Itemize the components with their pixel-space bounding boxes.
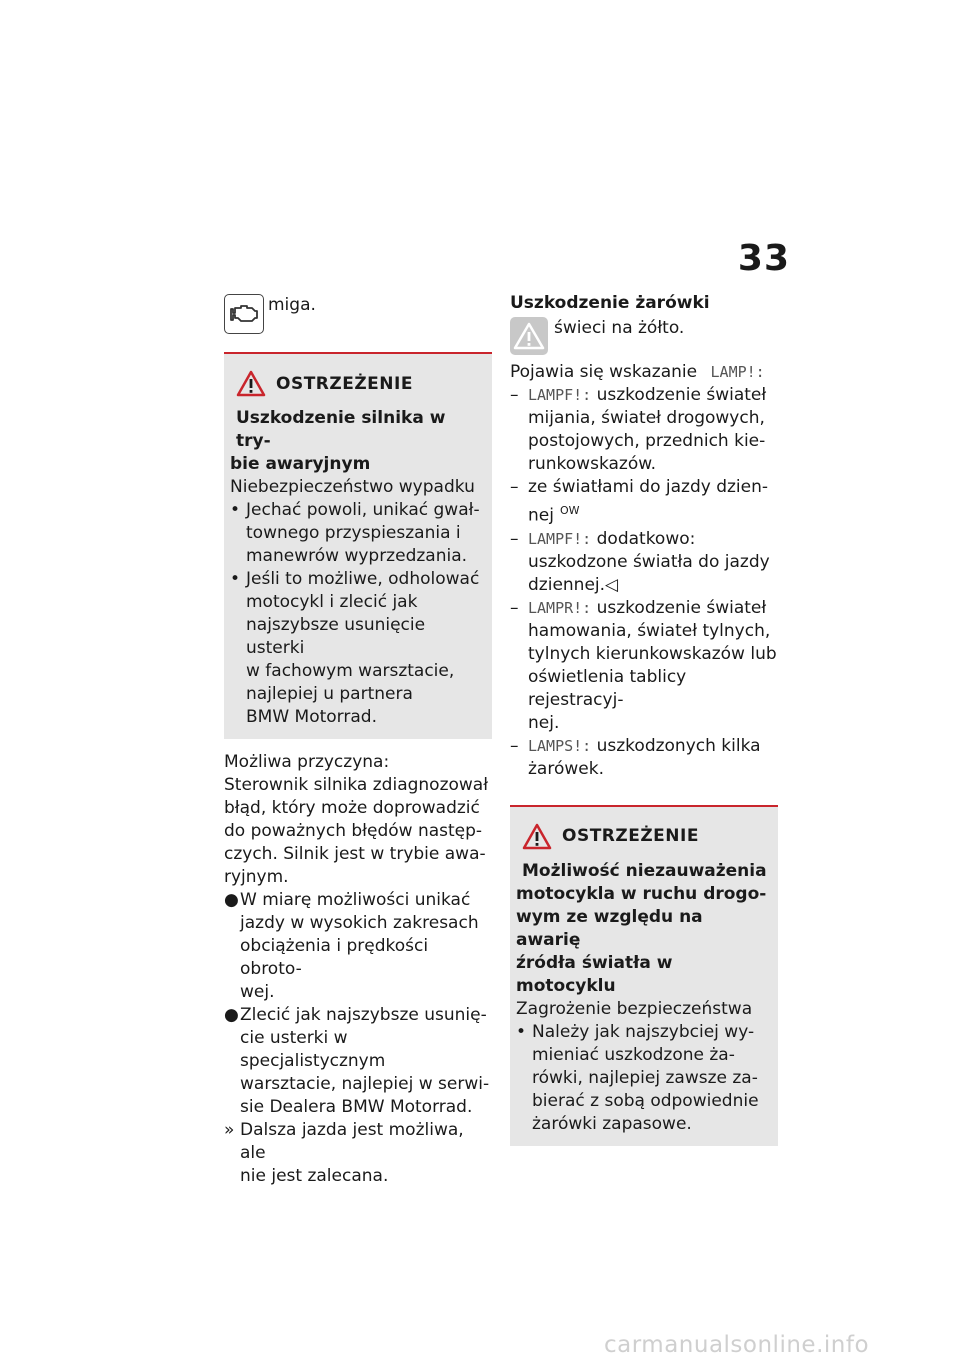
bullet-dot: ● [224, 1005, 239, 1025]
lamp-line: żarówek. [528, 758, 604, 779]
bullet-line: jazdy w wysokich zakresach [240, 913, 479, 933]
bullet-line: w fachowym warsztacie, [246, 661, 455, 681]
bullet-dot: • [230, 569, 241, 589]
display-code: LAMP!: [710, 363, 765, 381]
result-line: nie jest zalecana. [240, 1166, 389, 1186]
cause-line: ryjnym. [224, 867, 289, 887]
display-intro-text: Pojawia się wskazanie [510, 362, 698, 382]
lamp-item [510, 597, 778, 735]
warning-subtitle-line: źródła światła w motocyklu [516, 952, 673, 996]
warning-header [236, 370, 482, 397]
watermark: carmanualsonline.info [604, 1332, 870, 1358]
bullet-line: rówki, najlepiej zawsze za- [532, 1067, 758, 1088]
bullet-line: W miarę możliwości unikać [240, 890, 471, 910]
bullet-line: manewrów wyprzedzania. [246, 546, 468, 566]
bullet-line: obciążenia i prędkości obroto- [240, 936, 429, 979]
lamp-line: ze światłami do jazdy dzien- [528, 477, 769, 497]
result-item [224, 1119, 492, 1188]
warning-triangle-icon [236, 370, 266, 397]
cause-line: do poważnych błędów następ- [224, 821, 483, 841]
lamp-line: tylnych kierunkowskazów lub [528, 643, 777, 664]
lamp-code: LAMPF!: [528, 386, 592, 404]
bullet-line: Jechać powoli, unikać gwał- [246, 500, 480, 520]
lamp-code: LAMPF!: [528, 529, 592, 548]
cause-label: Możliwa przyczyna: [224, 752, 390, 772]
bullet-dot: • [230, 500, 241, 520]
lamp-line: oświetlenia tablicy rejestracyj- [528, 666, 687, 710]
section-heading: Uszkodzenie żarówki [510, 293, 710, 313]
engine-warning-icon [224, 294, 264, 334]
dash-mark: – [510, 385, 519, 405]
cause-line: Sterownik silnika zdiagnozował [224, 775, 489, 795]
bullet-line: Zlecić jak najszybsze usunię- [240, 1005, 487, 1025]
bullet-line: townego przyspieszania i [246, 523, 461, 543]
lamp-item [510, 735, 778, 781]
warning-risk: Niebezpieczeństwo wypadku [230, 477, 475, 497]
bullet-line: najlepiej u partnera [246, 684, 413, 704]
cause-section [224, 751, 492, 1188]
lamp-line: uszkodzonych kilka [596, 735, 761, 756]
lamp-code: LAMPS!: [528, 736, 592, 755]
bullet-line: sie Dealera BMW Motorrad. [240, 1097, 473, 1117]
dash-mark: – [510, 597, 519, 618]
cause-line: czych. Silnik jest w trybie awa- [224, 844, 486, 864]
warning-subtitle-line: Możliwość niezauważenia [522, 860, 767, 881]
lamp-line: mijania, świateł drogowych, [528, 408, 765, 428]
lamp-line: hamowania, świateł tylnych, [528, 620, 771, 641]
lamp-line: postojowych, przednich kie- [528, 431, 766, 451]
warning-header [522, 823, 768, 850]
right-column [510, 288, 778, 1146]
lamp-line: uszkodzenie świateł [596, 597, 767, 618]
cause-line: błąd, który może doprowadzić [224, 798, 480, 818]
bullet-line: najszybsze usunięcie usterki [246, 615, 426, 658]
left-column [224, 288, 492, 1188]
lamp-item [510, 384, 778, 476]
bullet-dot: ● [224, 890, 239, 910]
bullet-line: warsztacie, najlepiej w serwi- [240, 1074, 490, 1094]
intro-row [224, 294, 492, 334]
lamp-item [510, 476, 778, 528]
lamp-line: uszkodzenie świateł [596, 385, 767, 405]
result-arrow-icon: » [224, 1120, 235, 1140]
warning-triangle-icon [522, 823, 552, 850]
bullet-line: motocykl i zlecić jak [246, 592, 418, 612]
warning-subtitle [230, 407, 482, 453]
bullet-line: mieniać uszkodzone ża- [532, 1044, 735, 1065]
lamp-line: runkowskazów. [528, 454, 656, 474]
dash-mark: – [510, 477, 519, 497]
bullet-line: BMW Motorrad. [246, 707, 377, 727]
result-line: Dalsza jazda jest możliwa, ale [240, 1120, 464, 1163]
lamp-line: dziennej.◁ [528, 574, 619, 595]
engine-warning-box [224, 352, 492, 739]
bullet-line: cie usterki w specjalistycznym [240, 1028, 386, 1071]
intro-text: miga. [268, 295, 316, 315]
display-intro [510, 361, 778, 384]
warning-bullet [230, 568, 482, 729]
warning-risk: Zagrożenie bezpieczeństwa [516, 998, 753, 1019]
dash-mark: – [510, 735, 519, 756]
dash-mark: – [510, 528, 519, 549]
warning-subtitle-line: motocykla w ruchu drogo- [516, 883, 767, 904]
bullet-dot: • [516, 1021, 527, 1042]
lamp-item [510, 528, 778, 597]
lamp-line: dodatkowo: [596, 528, 696, 549]
lamp-line: nej. [528, 712, 560, 733]
warning-triangle-icon [510, 317, 548, 355]
indicator-text: świeci na żółto. [554, 318, 685, 338]
warning-subtitle-line: Uszkodzenie silnika w try- [236, 408, 446, 451]
warning-title: OSTRZEŻENIE [276, 373, 413, 394]
warning-bullet [516, 1021, 768, 1136]
option-superscript: OW [559, 504, 580, 517]
bullet-line: żarówki zapasowe. [532, 1113, 692, 1134]
warning-bullet [230, 499, 482, 568]
lamp-line: uszkodzone światła do jazdy [528, 551, 770, 572]
bullet-line: Jeśli to możliwe, odholować [246, 569, 480, 589]
indicator-row [510, 317, 778, 355]
warning-title: OSTRZEŻENIE [562, 826, 699, 847]
bullet-line: wej. [240, 982, 275, 1002]
action-bullet [224, 889, 492, 1004]
bullet-line: bierać z sobą odpowiednie [532, 1090, 759, 1111]
warning-subtitle-line: wym ze względu na awarię [516, 906, 703, 950]
lamp-warning-box [510, 805, 778, 1146]
warning-subtitle-line: bie awaryjnym [230, 454, 371, 474]
lamp-code: LAMPR!: [528, 598, 592, 617]
bullet-line: Należy jak najszybciej wy- [532, 1021, 755, 1042]
action-bullet [224, 1004, 492, 1119]
lamp-line: nej [528, 505, 554, 526]
page-number: 33 [737, 238, 790, 279]
